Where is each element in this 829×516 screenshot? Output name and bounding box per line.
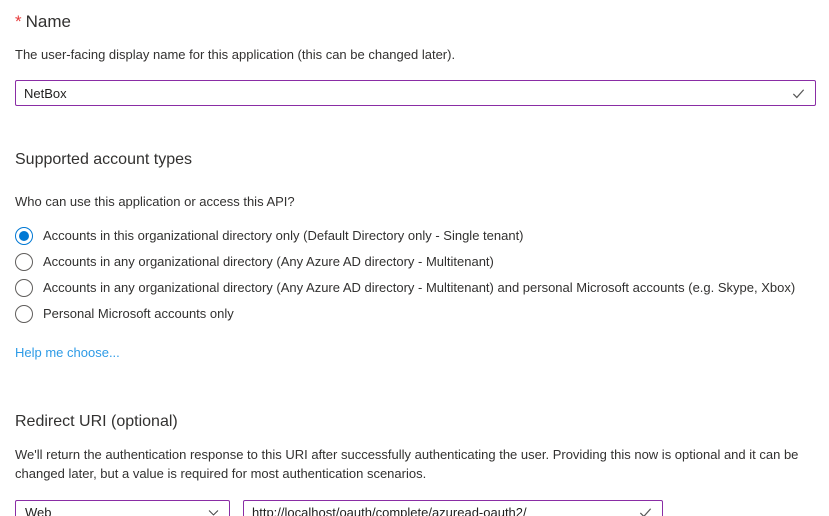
name-description: The user-facing display name for this application (this can be changed later). xyxy=(15,47,456,63)
name-section-heading xyxy=(15,12,816,32)
redirect-uri-row xyxy=(15,500,816,516)
required-asterisk: * xyxy=(15,12,22,31)
radio-option-single-tenant[interactable] xyxy=(15,223,816,249)
redirect-uri-input[interactable] xyxy=(244,505,638,516)
radio-button-icon[interactable] xyxy=(15,279,33,297)
account-types-question: Who can use this application or access this API? xyxy=(15,193,295,209)
name-input-field[interactable] xyxy=(15,80,816,106)
radio-option-personal-only[interactable] xyxy=(15,301,816,327)
radio-option-multitenant-personal[interactable] xyxy=(15,275,816,301)
account-types-heading: Supported account types xyxy=(15,151,193,169)
radio-button-icon[interactable] xyxy=(15,305,33,323)
redirect-uri-description: We'll return the authentication response to this URI after successfully authenticating the user. Providing this now is optional and it can be changed later, but a value is required for most authentication scenarios. xyxy=(15,446,799,481)
name-input[interactable] xyxy=(16,86,791,101)
name-heading-label: Name xyxy=(25,12,71,31)
chevron-down-icon xyxy=(207,506,220,516)
radio-option-label: Accounts in this organizational directory only (Default Directory only - Single tenant) xyxy=(43,228,524,244)
radio-option-label: Accounts in any organizational directory (Any Azure AD directory - Multitenant) and personal Microsoft accounts (e.g. Skype, Xbox) xyxy=(43,280,796,296)
help-me-choose-link[interactable]: Help me choose... xyxy=(15,344,120,360)
radio-option-label: Accounts in any organizational directory (Any Azure AD directory - Multitenant) xyxy=(43,254,494,270)
radio-option-multitenant[interactable] xyxy=(15,249,816,275)
radio-button-icon[interactable] xyxy=(15,253,33,271)
platform-select-dropdown[interactable] xyxy=(15,500,230,516)
radio-option-label: Personal Microsoft accounts only xyxy=(43,306,234,322)
account-types-radio-group xyxy=(15,223,816,327)
checkmark-icon xyxy=(638,505,653,516)
radio-button-icon[interactable] xyxy=(15,227,33,245)
redirect-uri-heading: Redirect URI (optional) xyxy=(15,412,178,430)
redirect-uri-input-field[interactable] xyxy=(243,500,663,516)
platform-selected-value: Web xyxy=(25,504,52,516)
checkmark-icon xyxy=(791,86,806,101)
